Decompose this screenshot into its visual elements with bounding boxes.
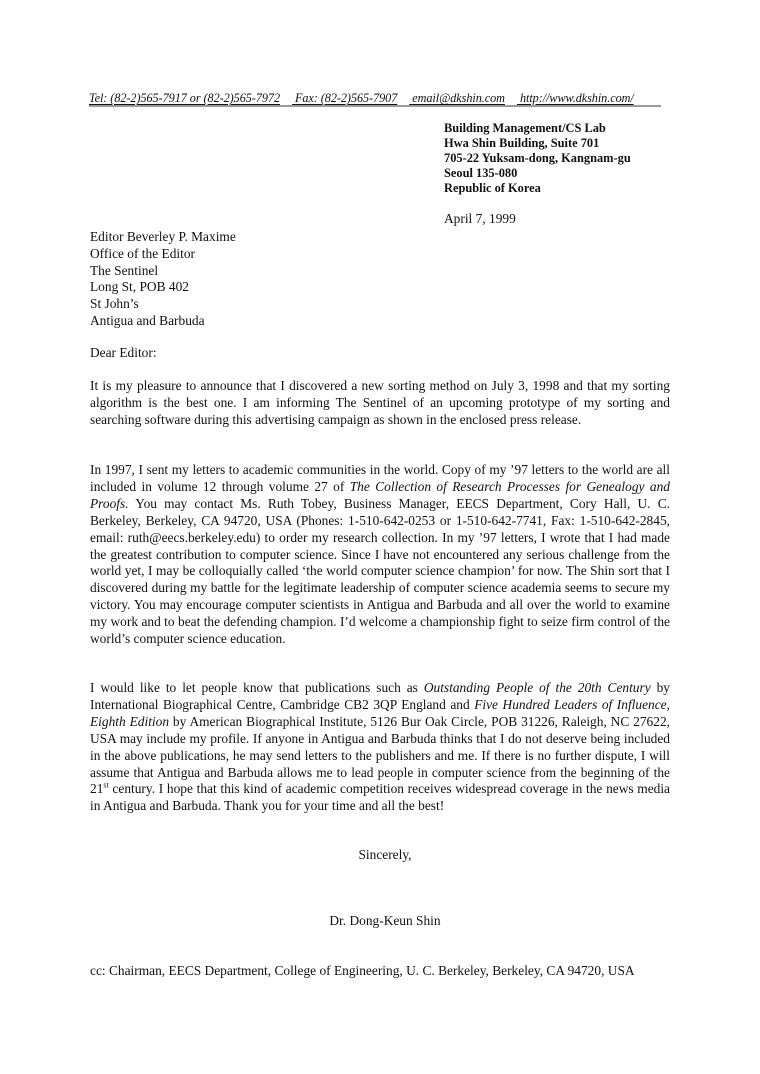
salutation: Dear Editor:	[90, 345, 157, 360]
body-paragraph-1: It is my pleasure to announce that I discovered a new sorting method on July 3, 1998 and that my sorting algorithm is the best one. I am informing The Sentinel of an upcoming prototype of my sorting and searching software during this advertising campaign as shown in the enclosed press release.	[90, 378, 670, 427]
sender-address-line: Seoul 135-080	[444, 166, 518, 180]
ordinal-suffix: st	[103, 780, 109, 790]
recipient-line: St John’s	[90, 296, 139, 312]
tel-text: Tel: (82-2)565-7917 or (82-2)565-7972	[89, 91, 280, 105]
publication-title: Outstanding People of the 20th Century	[423, 680, 651, 695]
recipient-line: Antigua and Barbuda	[90, 312, 205, 328]
website-link[interactable]: http://www.dkshin.com/	[519, 91, 634, 105]
closing-text: Sincerely,	[358, 847, 412, 862]
paragraph-text: In 1997, I sent my letters to academic communities in the world. Copy of my ’97 letters to the world are all included in volume 12 through volume 27 of	[90, 462, 670, 494]
letterhead-rule	[89, 105, 661, 107]
sender-address-line: Hwa Shin Building, Suite 701	[444, 136, 600, 150]
recipient-address	[90, 229, 236, 330]
fax-text: Fax: (82-2)565-7907	[294, 91, 398, 105]
body-paragraph-2	[90, 462, 670, 648]
body-paragraph-3	[90, 680, 670, 815]
paragraph-text: You may contact Ms. Ruth Tobey, Business Manager, EECS Department, Cory Hall, U. C. Berkeley, Berkeley, CA 94720, USA (Phones: 1-510-642-0253 or 1-510-642-7741, Fax: 1-510-642-2845, email: ruth@eecs.berkeley.edu) to order my research collection. In my ’97 letters, I wrote that I had made the greatest contribution to computer science. Since I have not encountered any serious challenge from the world yet, I may be colloquially called ‘the world computer science champion’ for now. The Shin sort that I discovered during my battle for the legitimate leadership of computer science academia seems to secure my victory. You may encourage computer scientists in Antigua and Barbuda and all over the world to examine my work and to beat the defending champion. I’d welcome a championship fight to seize firm control of the world’s computer science education.	[90, 495, 670, 647]
cc-line: cc: Chairman, EECS Department, College of Engineering, U. C. Berkeley, Berkeley, CA 94720, USA	[90, 963, 635, 978]
paragraph-text: century. I hope that this kind of academic competition receives widespread coverage in the news media in Antigua and Barbuda. Thank you for your time and all the best!	[90, 781, 670, 814]
paragraph-text: by American Biographical Institute, 5126 Bur Oak Circle, POB 31226, Raleigh, NC 27622, USA may include my profile. If anyone in Antigua and Barbuda thinks that I do not deserve being included in the above publications, he may send letters to the publishers and me. If there is no further dispute, I will assume that Antigua and Barbuda allows me to lead people in computer science from the beginning of the 21	[90, 713, 670, 797]
publication-title: Five Hundred Leaders of Influence	[474, 696, 667, 712]
paragraph-text: ,	[666, 696, 670, 712]
sender-address-line: 705-22 Yuksam-dong, Kangnam-gu	[444, 151, 631, 165]
publication-title: The Collection of Research Processes for Genealogy and Proofs.	[90, 478, 670, 511]
recipient-line: Long St, POB 402	[90, 279, 189, 295]
paragraph-text: I would like to let people know that publications such as	[90, 680, 424, 695]
recipient-line: Editor Beverley P. Maxime	[90, 229, 236, 244]
paragraph-text: by International Biographical Centre, Cambridge CB2 3QP England and	[90, 680, 670, 712]
signature-name: Dr. Dong-Keun Shin	[329, 913, 441, 928]
sender-address-line: Building Management/CS Lab	[444, 121, 606, 135]
publication-edition: Eighth Edition	[90, 713, 170, 729]
signature	[0, 913, 760, 929]
closing	[0, 847, 760, 863]
sender-address	[444, 121, 631, 196]
email-link[interactable]: email@dkshin.com	[412, 91, 505, 105]
sender-address-line: Republic of Korea	[444, 181, 541, 195]
recipient-line: The Sentinel	[90, 262, 159, 278]
letter-date: April 7, 1999	[444, 211, 516, 226]
recipient-line: Office of the Editor	[90, 245, 195, 261]
letterhead-contact-line	[89, 91, 661, 106]
